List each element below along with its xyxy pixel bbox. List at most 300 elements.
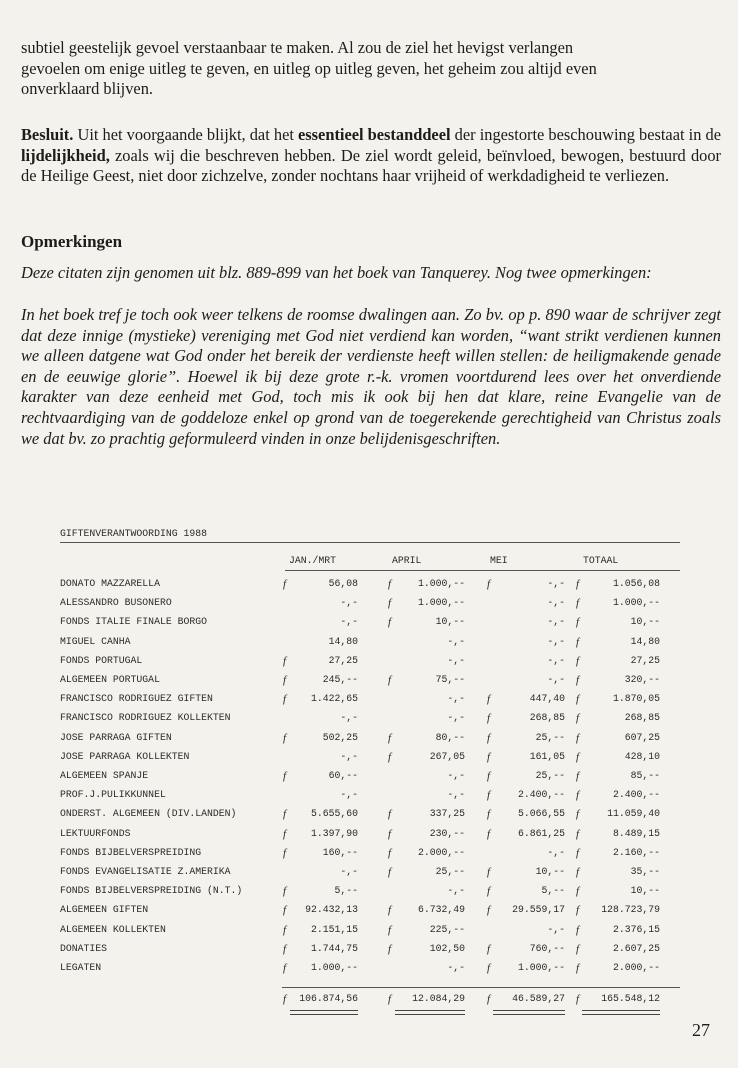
table-cell bbox=[487, 693, 565, 707]
table-row bbox=[60, 789, 680, 807]
table-cell bbox=[283, 828, 358, 842]
currency-symbol: f bbox=[283, 923, 287, 936]
amount-value: 128.723,79 bbox=[601, 904, 660, 916]
row-label: ALGEMEEN KOLLEKTEN bbox=[60, 923, 166, 935]
column-header-april: APRIL bbox=[392, 555, 422, 566]
table-cell bbox=[576, 693, 660, 707]
currency-symbol: f bbox=[487, 827, 491, 840]
table-row bbox=[60, 847, 680, 865]
intro-paragraph bbox=[21, 38, 721, 100]
amount-value: 6.732,49 bbox=[417, 904, 465, 916]
table-cell bbox=[576, 655, 660, 669]
table-cell bbox=[487, 962, 565, 976]
amount-value: 92.432,13 bbox=[305, 904, 358, 916]
currency-symbol: f bbox=[576, 597, 580, 610]
table-cell bbox=[388, 962, 465, 976]
amount-value: 2.376,15 bbox=[612, 923, 660, 935]
table-cell bbox=[576, 578, 660, 592]
amount-value: 5,-- bbox=[334, 885, 358, 897]
table-cell bbox=[576, 732, 660, 746]
amount-value: 225,-- bbox=[429, 923, 465, 935]
amount-value: -,- bbox=[340, 750, 358, 762]
currency-symbol: f bbox=[576, 827, 580, 840]
page-number: 27 bbox=[692, 1020, 710, 1040]
table-cell bbox=[487, 828, 565, 842]
table-cell bbox=[283, 866, 358, 880]
currency-symbol: f bbox=[576, 846, 580, 859]
currency-symbol: f bbox=[576, 578, 580, 590]
table-cell bbox=[576, 993, 660, 1007]
currency-symbol: f bbox=[576, 942, 580, 955]
table-cell bbox=[388, 770, 465, 784]
table-cell bbox=[388, 866, 465, 880]
intro-line-1: subtiel geestelijk gevoel verstaanbaar te maken. Al zou de ziel het hevigst verlangen bbox=[21, 38, 574, 57]
table-cell bbox=[388, 904, 465, 918]
currency-symbol: f bbox=[487, 904, 491, 917]
amount-value: 607,25 bbox=[624, 731, 660, 743]
table-cell bbox=[283, 885, 358, 899]
table-cell bbox=[388, 616, 465, 630]
amount-value: 2.000,-- bbox=[612, 962, 660, 973]
currency-symbol: f bbox=[283, 993, 287, 1005]
table-row bbox=[60, 943, 680, 961]
amount-value: 1.870,05 bbox=[612, 693, 660, 705]
table-cell bbox=[576, 789, 660, 803]
row-label: PROF.J.PULIKKUNNEL bbox=[60, 789, 166, 801]
table-cell bbox=[576, 924, 660, 938]
table-row bbox=[60, 924, 680, 942]
table-cell bbox=[388, 885, 465, 899]
currency-symbol: f bbox=[388, 942, 392, 955]
table-cell bbox=[283, 924, 358, 938]
conclusion-paragraph bbox=[21, 125, 721, 187]
amount-value: 27,25 bbox=[630, 654, 660, 666]
table-total-rule bbox=[282, 987, 680, 988]
amount-value: -,- bbox=[340, 866, 358, 877]
amount-value: 267,05 bbox=[429, 750, 465, 762]
currency-symbol: f bbox=[487, 731, 491, 744]
currency-symbol: f bbox=[576, 789, 580, 802]
table-cell bbox=[388, 847, 465, 861]
amount-value: -,- bbox=[340, 789, 358, 801]
amount-value: 1.000,-- bbox=[517, 962, 565, 973]
table-cell bbox=[283, 655, 358, 669]
amount-value: 85,-- bbox=[630, 770, 660, 781]
currency-symbol: f bbox=[576, 674, 580, 686]
intro-line-3: onverklaard blijven. bbox=[21, 79, 153, 99]
table-cell bbox=[576, 866, 660, 880]
table-cell bbox=[283, 578, 358, 592]
table-cell bbox=[576, 904, 660, 918]
currency-symbol: f bbox=[487, 693, 491, 706]
table-cell bbox=[576, 616, 660, 630]
column-header-totaal: TOTAAL bbox=[583, 555, 619, 566]
amount-value: -,- bbox=[547, 616, 565, 628]
row-label: FRANCISCO RODRIGUEZ KOLLEKTEN bbox=[60, 712, 231, 724]
currency-symbol: f bbox=[388, 993, 392, 1005]
amount-value: 447,40 bbox=[529, 693, 565, 705]
currency-symbol: f bbox=[283, 654, 287, 667]
currency-symbol: f bbox=[576, 654, 580, 667]
amount-value: 25,-- bbox=[535, 770, 565, 781]
table-cell bbox=[283, 847, 358, 861]
currency-symbol: f bbox=[576, 993, 580, 1005]
table-cell bbox=[283, 732, 358, 746]
amount-value: 75,-- bbox=[435, 674, 465, 685]
amount-value: -,- bbox=[447, 635, 465, 647]
amount-value: 502,25 bbox=[322, 731, 358, 743]
table-cell bbox=[487, 578, 565, 592]
table-row bbox=[60, 636, 680, 654]
amount-value: 230,-- bbox=[429, 827, 465, 839]
table-cell bbox=[576, 674, 660, 688]
amount-value: 14,80 bbox=[328, 635, 358, 647]
amount-value: 27,25 bbox=[328, 654, 358, 666]
amount-value: -,- bbox=[547, 923, 565, 935]
table-cell bbox=[487, 770, 565, 784]
table-cell bbox=[388, 808, 465, 822]
table-row bbox=[60, 732, 680, 750]
currency-symbol: f bbox=[283, 674, 287, 686]
table-cell bbox=[487, 636, 565, 650]
currency-symbol: f bbox=[388, 846, 392, 859]
amount-value: -,- bbox=[447, 712, 465, 724]
conclusion-text-1: Uit het voorgaande blijkt, dat het bbox=[77, 125, 294, 144]
amount-value: -,- bbox=[447, 693, 465, 705]
table-cell bbox=[388, 655, 465, 669]
table-cell bbox=[283, 636, 358, 650]
table-cell bbox=[487, 597, 565, 611]
amount-value: 1.397,90 bbox=[310, 827, 358, 839]
currency-symbol: f bbox=[487, 885, 491, 898]
table-header-rule bbox=[285, 570, 680, 571]
remarks-paragraph-2: In het boek tref je toch ook weer telkens de roomse dwalingen aan. Zo bv. op p. 890 waar de schrijver zegt dat deze innige (mystieke) vereniging met God niet verdiend kan worden, “want strikt verdienen kunnen we alleen datgene wat God onder het bereik der verdienste heeft willen stellen: de heiligmakende genade en de eeuwige glorie”. Hoewel ik bij deze grote r.-k. vromen voortdurend lees over het onverdiende karakter van deze eenheid met God, toch mis ik ook bij hen dat klare, reine Evangelie van de rechtvaardiging van de goddeloze enkel op grond van de toegerekende gerechtigheid van Christus zoals we dat bv. zo prachtig geformuleerd vinden in onze belijdenisgeschriften. bbox=[21, 305, 721, 448]
currency-symbol: f bbox=[576, 693, 580, 706]
currency-symbol: f bbox=[576, 808, 580, 821]
currency-symbol: f bbox=[283, 904, 287, 917]
amount-value: 5,-- bbox=[541, 885, 565, 897]
table-row bbox=[60, 751, 680, 769]
amount-value: -,- bbox=[447, 789, 465, 801]
table-cell bbox=[283, 904, 358, 918]
row-label: DONATIES bbox=[60, 942, 108, 954]
currency-symbol: f bbox=[283, 846, 287, 859]
amount-value: -,- bbox=[447, 770, 465, 781]
currency-symbol: f bbox=[487, 866, 491, 878]
currency-symbol: f bbox=[576, 923, 580, 936]
table-cell bbox=[487, 751, 565, 765]
table-cell bbox=[576, 847, 660, 861]
currency-symbol: f bbox=[388, 597, 392, 610]
amount-value: 245,-- bbox=[322, 674, 358, 685]
table-cell bbox=[283, 712, 358, 726]
amount-value: 60,-- bbox=[328, 770, 358, 781]
currency-symbol: f bbox=[487, 962, 491, 974]
table-row bbox=[60, 962, 680, 980]
row-label: MIGUEL CANHA bbox=[60, 635, 131, 647]
row-label: ONDERST. ALGEMEEN (DIV.LANDEN) bbox=[60, 808, 237, 820]
amount-value: 80,-- bbox=[435, 731, 465, 743]
currency-symbol: f bbox=[576, 866, 580, 878]
table-row bbox=[60, 808, 680, 826]
table-cell bbox=[388, 712, 465, 726]
currency-symbol: f bbox=[388, 808, 392, 821]
amount-value: 10,-- bbox=[630, 885, 660, 897]
amount-value: 6.861,25 bbox=[517, 827, 565, 839]
row-label: ALGEMEEN GIFTEN bbox=[60, 904, 149, 916]
currency-symbol: f bbox=[283, 578, 287, 590]
row-label: FONDS BIJBELVERSPREIDING (N.T.) bbox=[60, 885, 243, 897]
currency-symbol: f bbox=[388, 866, 392, 878]
currency-symbol: f bbox=[576, 750, 580, 763]
currency-symbol: f bbox=[388, 578, 392, 590]
currency-symbol: f bbox=[487, 750, 491, 763]
table-cell bbox=[283, 808, 358, 822]
table-cell bbox=[576, 943, 660, 957]
table-row bbox=[60, 712, 680, 730]
table-cell bbox=[388, 693, 465, 707]
conclusion-label: Besluit. bbox=[21, 125, 74, 144]
currency-symbol: f bbox=[388, 904, 392, 917]
currency-symbol: f bbox=[388, 827, 392, 840]
table-cell bbox=[576, 828, 660, 842]
table-cell bbox=[487, 924, 565, 938]
table-cell bbox=[388, 597, 465, 611]
amount-value: 1.422,65 bbox=[310, 693, 358, 705]
currency-symbol: f bbox=[576, 885, 580, 898]
table-cell bbox=[487, 866, 565, 880]
amount-value: 2.000,-- bbox=[417, 846, 465, 858]
amount-value: 56,08 bbox=[328, 578, 358, 589]
row-label: FRANCISCO RODRIGUEZ GIFTEN bbox=[60, 693, 213, 705]
table-cell bbox=[487, 904, 565, 918]
row-label: LEKTUURFONDS bbox=[60, 827, 131, 839]
table-cell bbox=[487, 885, 565, 899]
table-cell bbox=[388, 943, 465, 957]
currency-symbol: f bbox=[283, 942, 287, 955]
amount-value: -,- bbox=[340, 616, 358, 628]
currency-symbol: f bbox=[388, 750, 392, 763]
currency-symbol: f bbox=[388, 731, 392, 744]
table-cell bbox=[283, 993, 358, 1007]
currency-symbol: f bbox=[576, 712, 580, 725]
currency-symbol: f bbox=[283, 770, 287, 782]
table-cell bbox=[388, 828, 465, 842]
amount-value: 268,85 bbox=[529, 712, 565, 724]
table-row bbox=[60, 655, 680, 673]
table-cell bbox=[283, 616, 358, 630]
amount-value: 14,80 bbox=[630, 635, 660, 647]
row-label: FONDS ITALIE FINALE BORGO bbox=[60, 616, 207, 628]
amount-value: 11.059,40 bbox=[607, 808, 660, 820]
currency-symbol: f bbox=[487, 789, 491, 802]
amount-value: -,- bbox=[447, 885, 465, 897]
amount-value: 2.607,25 bbox=[612, 942, 660, 954]
currency-symbol: f bbox=[487, 578, 491, 590]
amount-value: 268,85 bbox=[624, 712, 660, 724]
amount-value: 46.589,27 bbox=[512, 993, 565, 1004]
table-cell bbox=[388, 674, 465, 688]
amount-value: 428,10 bbox=[624, 750, 660, 762]
amount-value: -,- bbox=[547, 635, 565, 647]
row-label: FONDS BIJBELVERSPREIDING bbox=[60, 846, 202, 858]
column-header-mei: MEI bbox=[490, 555, 508, 566]
currency-symbol: f bbox=[576, 770, 580, 782]
table-row bbox=[60, 597, 680, 615]
amount-value: 35,-- bbox=[630, 866, 660, 877]
row-label: ALGEMEEN SPANJE bbox=[60, 770, 149, 781]
table-cell bbox=[388, 789, 465, 803]
table-row bbox=[60, 904, 680, 922]
table-cell bbox=[576, 808, 660, 822]
currency-symbol: f bbox=[576, 616, 580, 629]
amount-value: 1.744,75 bbox=[310, 942, 358, 954]
currency-symbol: f bbox=[283, 731, 287, 744]
table-cell bbox=[487, 674, 565, 688]
table-cell bbox=[388, 924, 465, 938]
table-cell bbox=[576, 597, 660, 611]
currency-symbol: f bbox=[487, 993, 491, 1005]
table-cell bbox=[576, 962, 660, 976]
table-cell bbox=[283, 943, 358, 957]
amount-value: 10,-- bbox=[535, 866, 565, 877]
amount-value: 1.000,-- bbox=[417, 597, 465, 609]
amount-value: -,- bbox=[547, 674, 565, 685]
total-underline-2 bbox=[395, 1010, 465, 1015]
table-cell bbox=[487, 943, 565, 957]
table-cell bbox=[283, 751, 358, 765]
table-cell bbox=[283, 770, 358, 784]
table-top-rule bbox=[60, 542, 680, 543]
amount-value: -,- bbox=[447, 962, 465, 973]
amount-value: 29.559,17 bbox=[512, 904, 565, 916]
amount-value: 1.056,08 bbox=[612, 578, 660, 589]
table-row bbox=[60, 885, 680, 903]
table-cell bbox=[576, 751, 660, 765]
currency-symbol: f bbox=[576, 904, 580, 917]
currency-symbol: f bbox=[487, 808, 491, 821]
amount-value: -,- bbox=[340, 712, 358, 724]
table-cell bbox=[283, 674, 358, 688]
amount-value: 12.084,29 bbox=[412, 993, 465, 1004]
table-cell bbox=[576, 636, 660, 650]
amount-value: 5.655,60 bbox=[310, 808, 358, 820]
amount-value: -,- bbox=[547, 578, 565, 589]
amount-value: 25,-- bbox=[535, 731, 565, 743]
currency-symbol: f bbox=[283, 885, 287, 898]
currency-symbol: f bbox=[283, 808, 287, 821]
remarks-heading: Opmerkingen bbox=[21, 232, 123, 251]
table-cell bbox=[487, 616, 565, 630]
amount-value: -,- bbox=[340, 597, 358, 609]
row-label: LEGATEN bbox=[60, 962, 102, 973]
table-row bbox=[60, 578, 680, 596]
amount-value: 2.151,15 bbox=[310, 923, 358, 935]
currency-symbol: f bbox=[388, 616, 392, 629]
table-cell bbox=[283, 962, 358, 976]
amount-value: 320,-- bbox=[624, 674, 660, 685]
amount-value: 337,25 bbox=[429, 808, 465, 820]
table-cell bbox=[388, 636, 465, 650]
remarks-paragraph-1: Deze citaten zijn genomen uit blz. 889-899 van het boek van Tanquerey. Nog twee opmerkingen: bbox=[21, 263, 652, 282]
currency-symbol: f bbox=[283, 693, 287, 706]
conclusion-text-3: zoals wij die beschreven hebben. De ziel wordt geleid, beïnvloed, bewogen, bestuurd door de Heilige Geest, niet door zichzelve, zonder nochtans haar vrijheid of werkdadigheid te verliezen. bbox=[21, 145, 721, 186]
amount-value: -,- bbox=[547, 846, 565, 858]
total-underline-3 bbox=[493, 1010, 565, 1015]
totals-row bbox=[60, 993, 680, 1011]
amount-value: -,- bbox=[547, 597, 565, 609]
row-label: JOSE PARRAGA KOLLEKTEN bbox=[60, 750, 190, 762]
total-underline-1 bbox=[290, 1010, 358, 1015]
total-underline-4 bbox=[582, 1010, 660, 1015]
amount-value: 2.400,-- bbox=[517, 789, 565, 801]
amount-value: 760,-- bbox=[529, 942, 565, 954]
currency-symbol: f bbox=[576, 731, 580, 744]
amount-value: 5.066,55 bbox=[517, 808, 565, 820]
table-cell bbox=[283, 789, 358, 803]
table-cell bbox=[388, 732, 465, 746]
table-cell bbox=[487, 993, 565, 1007]
amount-value: 1.000,-- bbox=[612, 597, 660, 609]
table-row bbox=[60, 866, 680, 884]
amount-value: 10,-- bbox=[435, 616, 465, 628]
currency-symbol: f bbox=[576, 962, 580, 974]
table-row bbox=[60, 674, 680, 692]
table-cell bbox=[576, 770, 660, 784]
currency-symbol: f bbox=[388, 674, 392, 686]
table-cell bbox=[487, 808, 565, 822]
table-cell bbox=[487, 789, 565, 803]
currency-symbol: f bbox=[283, 827, 287, 840]
table-cell bbox=[576, 712, 660, 726]
intro-line-2: gevoelen om enige uitleg te geven, en uitleg op uitleg geven, het geheim zou altijd even bbox=[21, 58, 597, 78]
amount-value: -,- bbox=[547, 654, 565, 666]
table-cell bbox=[388, 751, 465, 765]
table-cell bbox=[487, 712, 565, 726]
currency-symbol: f bbox=[487, 942, 491, 955]
conclusion-bold-2: lijdelijkheid, bbox=[21, 145, 110, 165]
currency-symbol: f bbox=[283, 962, 287, 974]
amount-value: 25,-- bbox=[435, 866, 465, 877]
table-cell bbox=[487, 847, 565, 861]
table-cell bbox=[576, 885, 660, 899]
row-label: JOSE PARRAGA GIFTEN bbox=[60, 731, 172, 743]
currency-symbol: f bbox=[388, 923, 392, 936]
conclusion-bold-1: essentieel bestanddeel bbox=[298, 125, 451, 144]
row-label: ALGEMEEN PORTUGAL bbox=[60, 674, 160, 685]
amount-value: 102,50 bbox=[429, 942, 465, 954]
conclusion-text-2: der ingestorte beschouwing bestaat in de bbox=[454, 125, 721, 144]
table-cell bbox=[283, 597, 358, 611]
amount-value: 8.489,15 bbox=[612, 827, 660, 839]
table-row bbox=[60, 693, 680, 711]
column-header-jan-mrt: JAN./MRT bbox=[289, 555, 337, 566]
table-cell bbox=[388, 993, 465, 1007]
amount-value: 2.160,-- bbox=[612, 846, 660, 858]
amount-value: 165.548,12 bbox=[601, 993, 660, 1004]
amount-value: 10,-- bbox=[630, 616, 660, 628]
currency-symbol: f bbox=[487, 712, 491, 725]
amount-value: 2.400,-- bbox=[612, 789, 660, 801]
table-cell bbox=[487, 655, 565, 669]
amount-value: 1.000,-- bbox=[417, 578, 465, 589]
amount-value: 106.874,56 bbox=[299, 993, 358, 1004]
amount-value: -,- bbox=[447, 654, 465, 666]
amount-value: 161,05 bbox=[529, 750, 565, 762]
table-title: GIFTENVERANTWOORDING 1988 bbox=[60, 528, 207, 539]
row-label: ALESSANDRO BUSONERO bbox=[60, 597, 172, 609]
table-cell bbox=[487, 732, 565, 746]
